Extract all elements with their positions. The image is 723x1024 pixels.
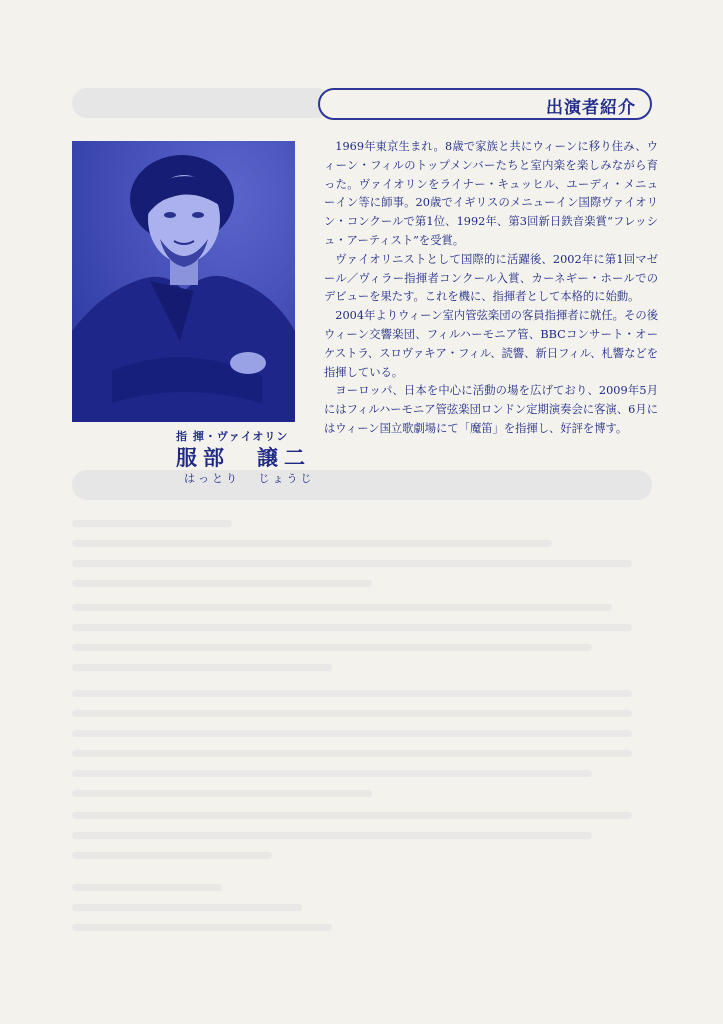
performer-name-reading: はっとり じょうじ xyxy=(184,472,315,485)
section-title: 出演者紹介 xyxy=(546,98,636,118)
performer-photo xyxy=(72,141,295,422)
bio-paragraph: 1969年東京生まれ。8歳で家族と共にウィーンに移り住み、ウィーン・フィルのトップメンバーたちと室内楽を楽しみながら育った。ヴァイオリンをライナー・キュッヒル、ユーディ・メニューイン等に師事。20歳でイギリスのメニューイン国際ヴァイオリン・コンクールで第1位、1992年、第3回新日鉄音楽賞“フレッシュ・アーティスト”を受賞。 xyxy=(324,140,658,247)
bio-paragraph: ヴァイオリニストとして国際的に活躍後、2002年に第1回マゼール／ヴィラー指揮者コンクール入賞、カーネギー・ホールでのデビューを果たす。これを機に、指揮者として本格的に始動。 xyxy=(324,252,658,304)
performer-name: 服部 譲二 xyxy=(176,446,311,470)
show-through-band-middle xyxy=(72,470,652,500)
section-title-box xyxy=(318,88,652,120)
show-through-band-top xyxy=(72,88,332,118)
bio-paragraph: ヨーロッパ、日本を中心に活動の場を広げており、2009年5月にはフィルハーモニア管弦楽団ロンドン定期演奏会に客演、6月にはウィーン国立歌劇場にて「魔笛」を指揮し、好評を博す。 xyxy=(324,384,658,435)
performer-biography xyxy=(324,138,658,439)
performer-role: 指 揮・ヴァイオリン xyxy=(176,430,289,443)
bio-paragraph: 2004年よりウィーン室内管弦楽団の客員指揮者に就任。その後ウィーン交響楽団、フィルハーモニア管、BBCコンサート・オーケストラ、スロヴァキア・フィル、読響、新日フィル、札響などを指揮している。 xyxy=(324,309,658,379)
